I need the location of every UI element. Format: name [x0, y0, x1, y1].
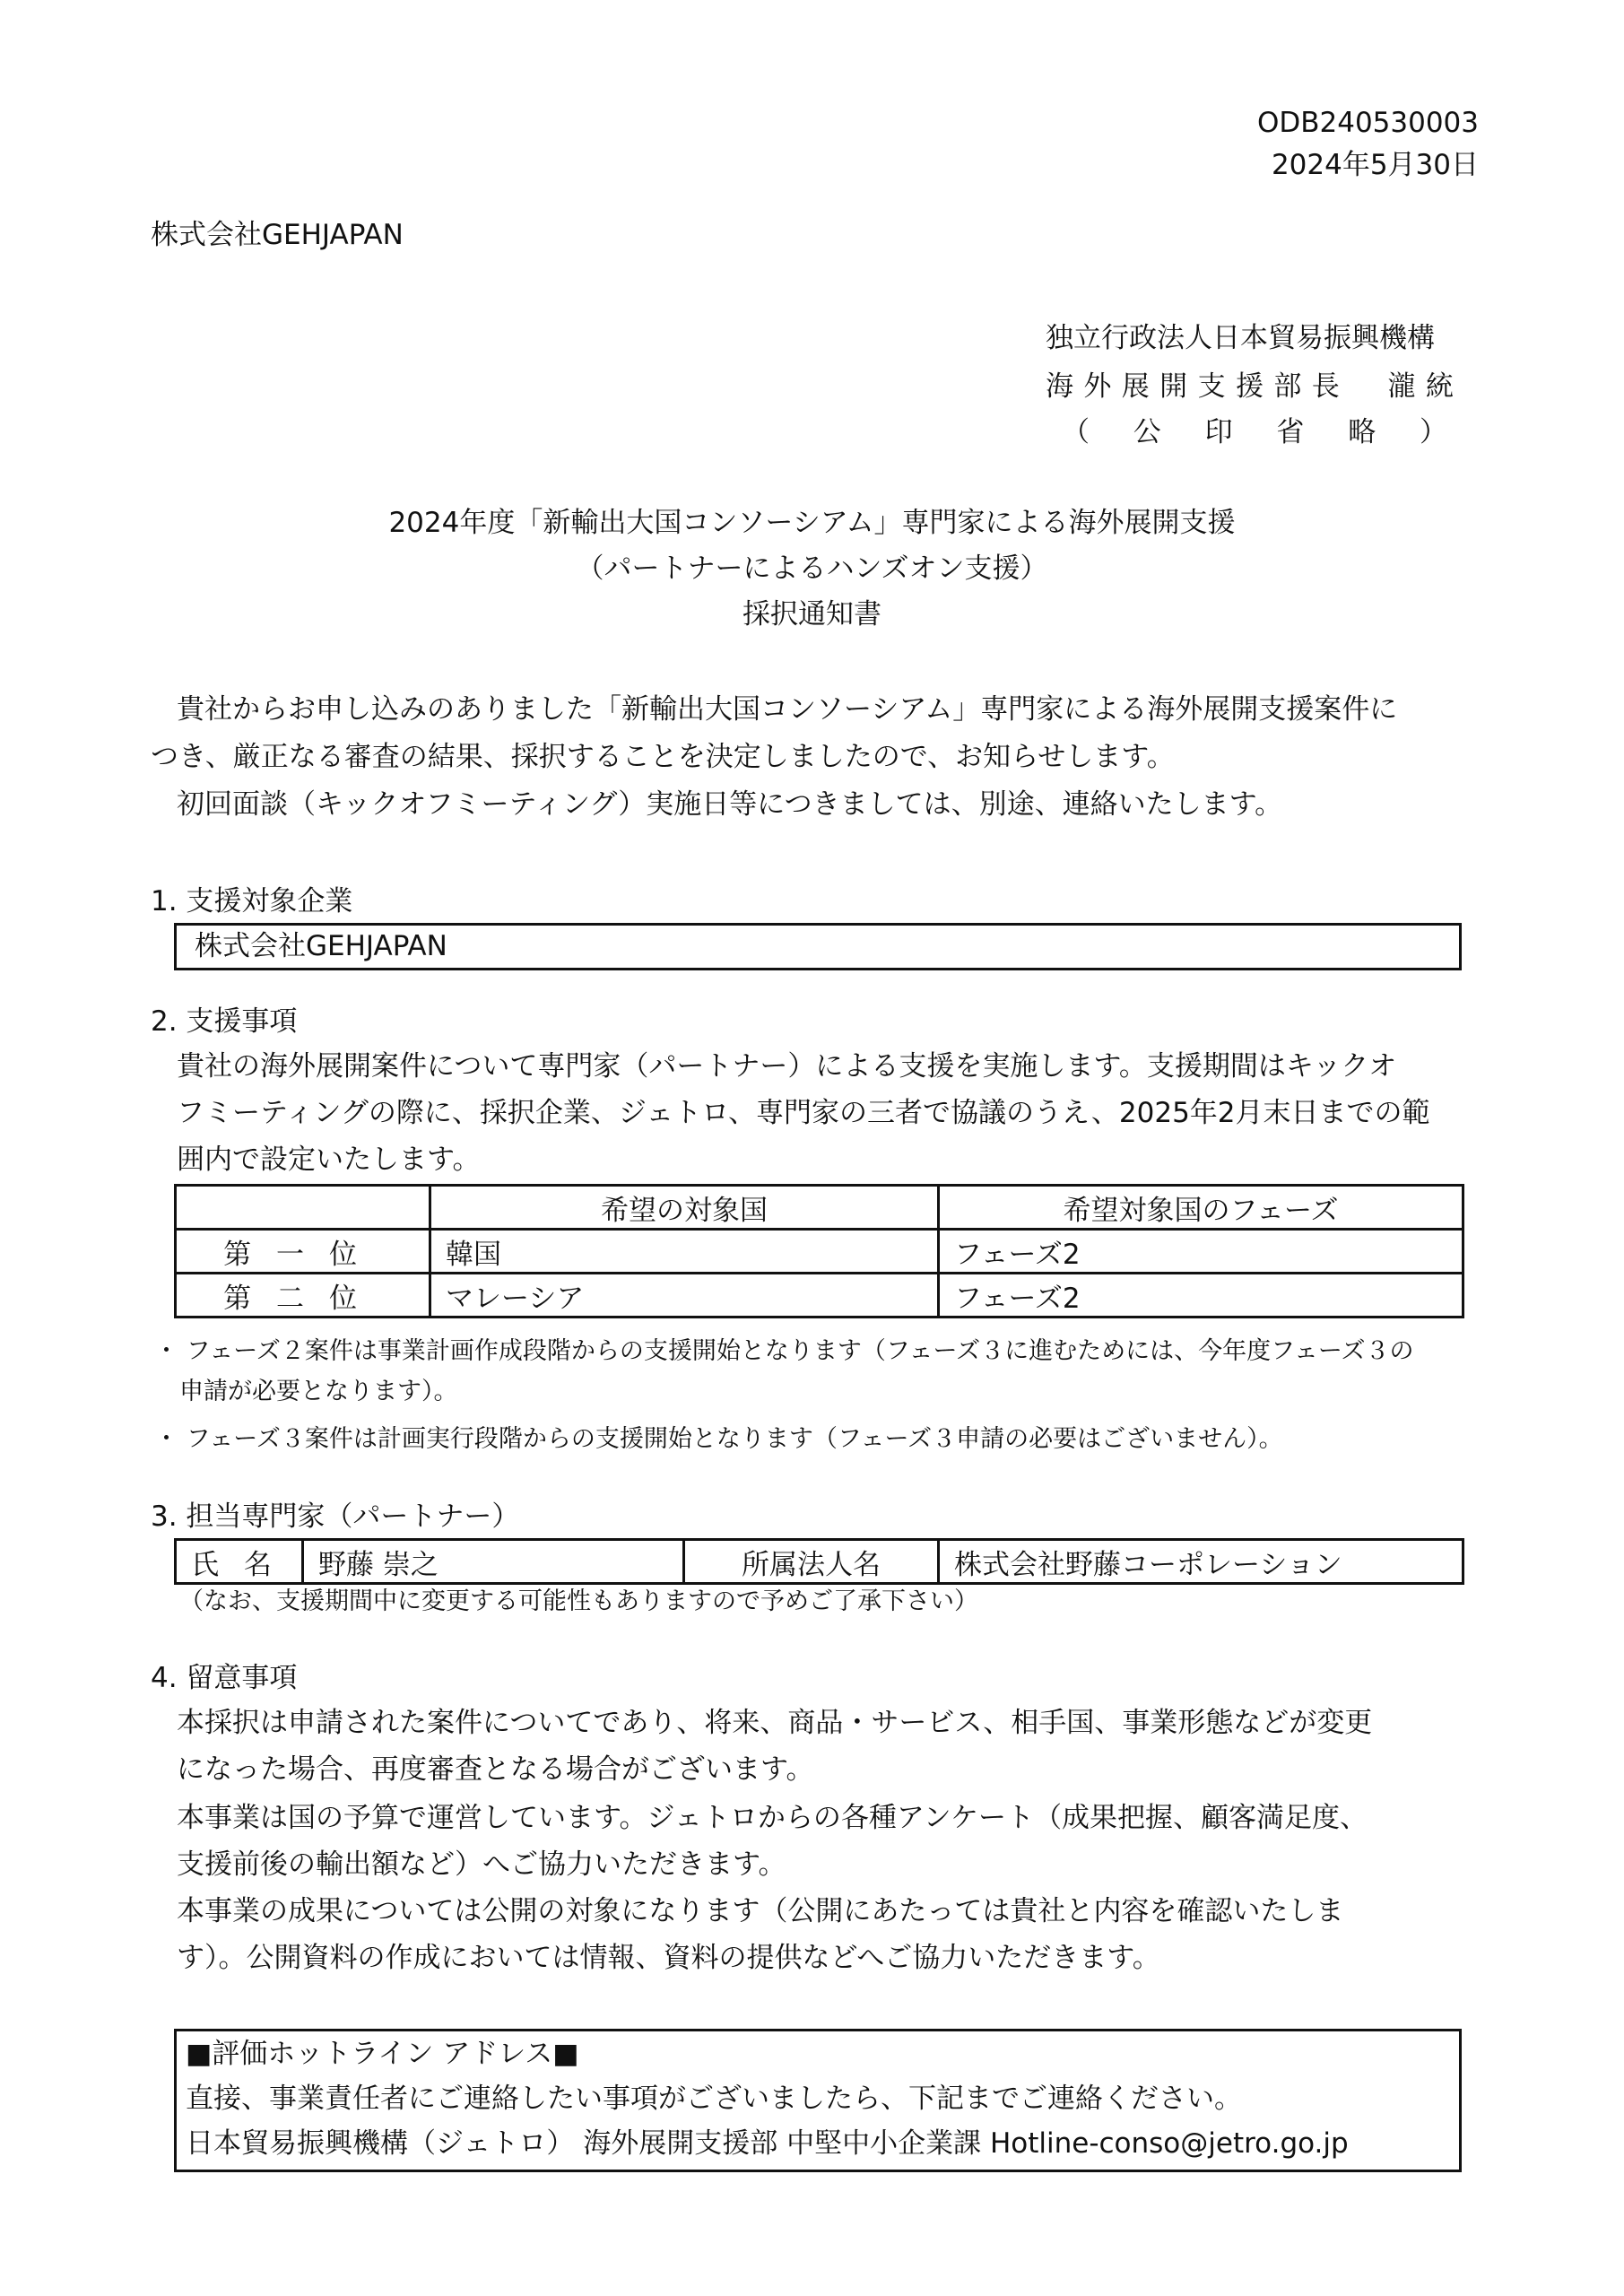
target-country-table: [174, 1184, 1464, 1318]
sender-title-gap: [1350, 373, 1377, 401]
partner-change-note: （なお、支援期間中に変更する可能性もありますので予めご了承下さい）: [179, 1587, 978, 1615]
seal-char: 印: [1204, 416, 1233, 448]
table-header-cell: [176, 1186, 430, 1230]
country-cell: マレーシア: [430, 1274, 939, 1318]
section2-line-2: フミーティングの際に、採択企業、ジェトロ、専門家の三者で協議のうえ、2025年2月末日までの範: [177, 1097, 1430, 1129]
section2-heading: 2. 支援事項: [151, 1005, 298, 1038]
document-number: ODB240530003: [1256, 107, 1479, 139]
title-line-3: 採択通知書: [743, 598, 881, 631]
section4-heading: 4. 留意事項: [151, 1662, 298, 1694]
issue-date: 2024年5月30日: [1271, 149, 1479, 181]
affiliation-label: 所属法人名: [684, 1540, 939, 1584]
sender-title-char: 開: [1159, 370, 1188, 403]
partner-name: 野藤 崇之: [303, 1540, 684, 1584]
section2-line-1: 貴社の海外展開案件について専門家（パートナー）による支援を実施します。支援期間はキックオ: [177, 1050, 1397, 1083]
sender-title-char: 外: [1083, 370, 1112, 403]
sender-title: [1046, 370, 1454, 403]
target-company-box: [174, 923, 1462, 970]
seal-char: （: [1062, 416, 1090, 448]
sender-title-char: 展: [1121, 370, 1150, 403]
section4-line-1: 本採択は申請された案件についてであり、将来、商品・サービス、相手国、事業形態などが変更: [177, 1707, 1373, 1739]
table-row: [176, 1230, 1463, 1274]
hotline-line-1: 直接、事業責任者にご連絡したい事項がございましたら、下記までご連絡ください。: [186, 2083, 1242, 2115]
sender-title-char: 援: [1235, 370, 1264, 403]
phase2-note-line-2: 申請が必要となります）。: [179, 1378, 458, 1405]
phase-cell: フェーズ2: [939, 1274, 1463, 1318]
rank-cell: 第一位: [223, 1238, 382, 1271]
sender-title-char: 瀧: [1387, 370, 1416, 403]
hotline-box: [174, 2029, 1462, 2172]
sender-title-char: 支: [1197, 370, 1226, 403]
table-header-cell: 希望対象国のフェーズ: [939, 1186, 1463, 1230]
seal-char: 省: [1276, 416, 1305, 448]
table-row: [176, 1274, 1463, 1318]
section4-line-2: になった場合、再度審査となる場合がございます。: [177, 1753, 814, 1786]
sender-title-char: 統: [1425, 370, 1454, 403]
intro-line-2: つき、厳正なる審査の結果、採択することを決定しましたので、お知らせします。: [151, 741, 1175, 773]
partner-table: [174, 1538, 1464, 1585]
hotline-contact: 日本貿易振興機構（ジェトロ） 海外展開支援部 中堅中小企業課 Hotline-conso@jetro.go.jp: [186, 2127, 1349, 2160]
target-company-name: 株式会社GEHJAPAN: [195, 930, 447, 962]
intro-line-1: 貴社からお申し込みのありました「新輸出大国コンソーシアム」専門家による海外展開支援案件に: [177, 693, 1398, 726]
table-header-cell: 希望の対象国: [430, 1186, 939, 1230]
section1-heading: 1. 支援対象企業: [151, 885, 353, 918]
affiliation-name: 株式会社野藤コーポレーション: [939, 1540, 1463, 1584]
official-seal-omitted: [1062, 416, 1447, 448]
seal-char: ）: [1419, 416, 1447, 448]
phase2-note-line-1: ・ フェーズ２案件は事業計画作成段階からの支援開始となります（フェーズ３に進むためには、今年度フェーズ３の: [154, 1337, 1414, 1365]
section4-line-6: す）。公開資料の作成においては情報、資料の提供などへご協力いただきます。: [177, 1942, 1160, 1974]
sender-title-char: 部: [1273, 370, 1302, 403]
name-label: 氏名: [191, 1548, 297, 1581]
sender-title-char: 海: [1046, 370, 1073, 403]
title-line-2: （パートナーによるハンズオン支援）: [576, 552, 1048, 585]
seal-char: 略: [1348, 416, 1376, 448]
seal-char: 公: [1133, 416, 1161, 448]
hotline-heading: ■評価ホットライン アドレス■: [186, 2038, 579, 2070]
title-line-1: 2024年度「新輸出大国コンソーシアム」専門家による海外展開支援: [388, 507, 1236, 539]
phase3-note: ・ フェーズ３案件は計画実行段階からの支援開始となります（フェーズ３申請の必要はございません）。: [154, 1425, 1283, 1453]
section3-heading: 3. 担当専門家（パートナー）: [151, 1500, 520, 1533]
table-header-row: [176, 1186, 1463, 1230]
section2-line-3: 囲内で設定いたします。: [177, 1144, 481, 1176]
sender-organization: 独立行政法人日本貿易振興機構: [1046, 322, 1435, 354]
section4-line-4: 支援前後の輸出額など）へご協力いただきます。: [177, 1848, 786, 1881]
sender-title-char: 長: [1311, 370, 1340, 403]
rank-cell: 第二位: [223, 1282, 382, 1315]
table-row: [176, 1540, 1463, 1584]
phase-cell: フェーズ2: [939, 1230, 1463, 1274]
intro-line-3: 初回面談（キックオフミーティング）実施日等につきましては、別途、連絡いたします。: [177, 788, 1283, 821]
section4-line-3: 本事業は国の予算で運営しています。ジェトロからの各種アンケート（成果把握、顧客満足度、: [177, 1802, 1368, 1834]
section4-line-5: 本事業の成果については公開の対象になります（公開にあたっては貴社と内容を確認いたしま: [177, 1895, 1344, 1927]
country-cell: 韓国: [430, 1230, 939, 1274]
recipient-name: 株式会社GEHJAPAN: [151, 219, 404, 251]
